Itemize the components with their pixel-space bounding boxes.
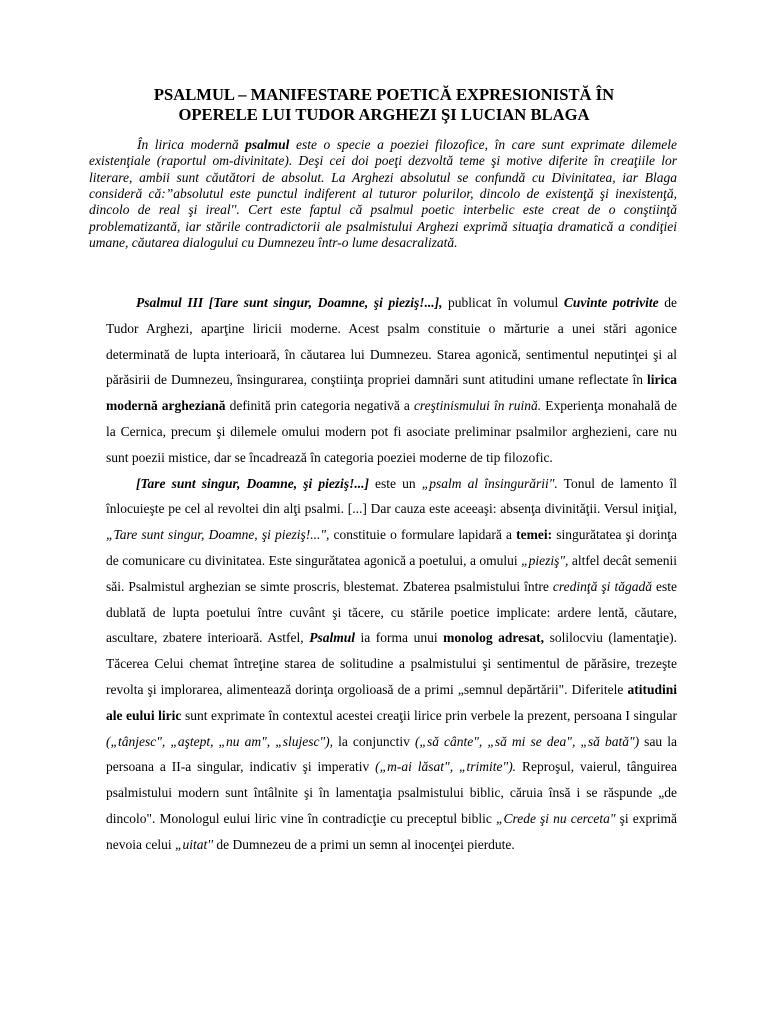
p1-bold-lirica: lirica modernă argheziană [106,372,677,414]
intro-text-2: este o specie a poeziei filozofice, în care sunt exprimate dilemele existenţiale (raportul om-divinitate). Deşi cei doi poeţi dezvoltă teme şi motive diferite în creaţiile lor literare, ambii sunt căutători de absolut. La Arghezi absolutul se confundă cu Divinitatea, iar Blaga consideră că:”absolutul este punctul indiferent al tuturor polurilor, dincolo de existenţă şi inexistenţă, dincolo de real şi ireal''. Cert este faptul că psalmul poetic interbelic este creat de o conştiinţă problematizantă, iar stările contradictorii ale psalmistului Arghezi exprimă situaţia dramatică a condiţiei umane, căutarea dialogului cu Dumnezeu într-o lume desacralizată. [89,137,677,251]
p2-text-b: este un [368,475,422,491]
p2-text-x: Reproşul, vaierul, tânguirea psalmistului modern sunt întâlnite şi în lamentaţia psalmistului biblic, căruia însă i se răspunde „de dincolo". Monologul eului liric vine în contradicţie cu preceptul biblic [106,759,678,826]
p2-italic-imperativ: („m-ai lăsat", „trimite"). [375,759,517,775]
intro-term-psalmul: psalmul [245,137,290,152]
p2-text-j: altfel decât semenii săi. Psalmistul arghezian se simte proscris, blestemat. Zbaterea psalmistului între [106,552,677,594]
p2-text-p: solilocviu (lamentaţie). Tăcerea Celui chemat întreţine starea de solitudine a psalmistului şi sentimentul de părăsire, trezeşte revolta şi implorarea, alimentează dorinţa orgolioasă de a primi „semnul depărtării". Diferitele [106,630,677,697]
p1-text-f: definită prin categoria negativă a [225,398,414,414]
p2-bold-monolog: monolog adresat, [443,630,545,646]
p2-text-l: este dublată de lupta poetului între cuvânt şi tăcere, cu stările poetice implicate: ardere lentă, căutare, ascultare, zbatere interioară. Astfel, [106,578,677,646]
p2-text-r: sunt exprimate în contextul acestei creaţii lirice prin verbele la prezent, persoana I singular [181,707,677,723]
p2-italic-verbe-prezent: („tânjesc", „aştept, „nu am", „slujesc"), [106,733,334,749]
intro-text-1: În lirica modernă [137,137,246,152]
p1-text-b: publicat în volumul [442,295,564,310]
p2-text-z: şi exprimă nevoia celui [106,810,677,852]
p1-text-d: de Tudor Arghezi, aparţine liricii moderne. Acest psalm constituie o mărturie a unei stări agonice determinată de lupta interioară, în căutarea lui Dumnezeu. Starea agonică, sentimentul neputinţei şi al părăsirii de Dumnezeu, însingurarea, conştiinţa propriei damnări sunt atitudini umane reflectate în [106,295,678,388]
p2-text-t: la conjunctiv [333,733,415,749]
p2-text-v: sau la persoana a II-a singular, indicativ şi imperativ [106,733,677,775]
p2-italic-credinta: credinţă şi tăgadă [552,578,652,594]
psalm-title-ref: Psalmul III [Tare sunt singur, Doamne, şi pieziş!...], [136,295,443,310]
p1-text-h: Experienţa monahală de la Cernica, precum şi dilemele omului modern pot fi asociate preliminar psalmilor arghezieni, care nu sunt poezii mistice, dar se încadrează în categoria poeziei moderne de tip filozofic. [106,398,677,465]
p2-text-zb: de Dumnezeu de a primi un semn al inocenţei pierdute. [213,836,515,852]
document-title [90,85,678,125]
p2-italic-piezis: „pieziş", [521,552,569,568]
p2-bold-temei: temei: [516,527,553,543]
p2-italic-psalm-insingurarii: „psalm al însingurării". [421,475,558,491]
p1-italic-crestinism: creştinismului în ruină. [413,398,542,414]
volume-title: Cuvinte potrivite [563,295,659,310]
p2-italic-vers-initial: „Tare sunt singur, Doamne, şi pieziş!...", [106,527,330,543]
p2-bold-psalmul: Psalmul [309,630,355,646]
title-line-1: PSALMUL – MANIFESTARE POETICĂ EXPRESIONISTĂ ÎN [153,85,615,104]
p2-italic-uitat: „uitat'' [174,836,214,852]
p2-text-d: Tonul de lamento îl înlocuieşte pe cel al revoltei din alţi psalmi. [...] Dar cauza este aceeaşi: absenţa divinităţii. Versul iniţial, [106,475,677,517]
p2-italic-crede: „Crede şi nu cerceta" [495,810,616,826]
intro-paragraph [89,137,677,251]
p2-text-h: singurătatea şi dorinţa de comunicare cu divinitatea. Este singurătatea agonică a poetului, a omului [106,527,677,568]
body-paragraphs [106,290,677,858]
p2-text-n: ia forma unui [354,630,444,646]
p2-psalm-ref: [Tare sunt singur, Doamne, şi pieziş!...] [136,475,369,491]
p2-italic-conjunctiv: („să cânte", „să mi se dea", „să bată") [414,733,640,749]
p2-text-f: constituie o formulare lapidară a [329,527,517,543]
title-line-2: OPERELE LUI TUDOR ARGHEZI ŞI LUCIAN BLAGA [178,105,590,124]
p2-bold-atitudini: atitudini ale eului liric [106,681,677,723]
